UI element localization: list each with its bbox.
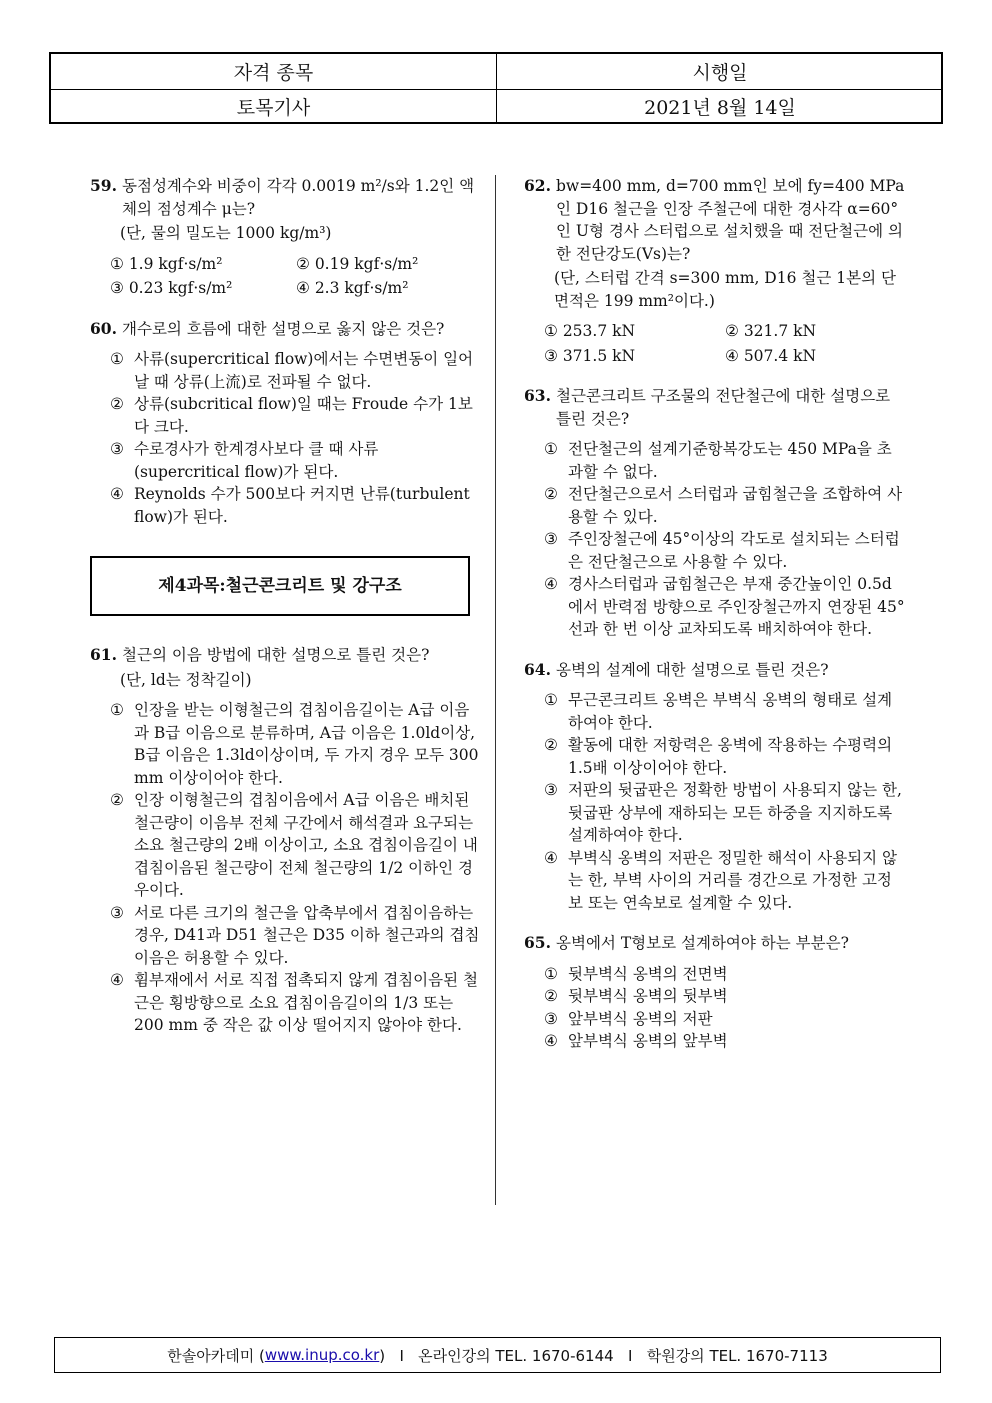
answer-options <box>524 438 906 641</box>
option-4[interactable]: ④ 휨부재에서 서로 직접 접촉되지 않게 겹침이음된 철근은 횡방향으로 소요 겹침이음길이의 1/3 또는 200 mm 중 작은 값 이상 떨어지지 않아야 한다. <box>110 971 478 1034</box>
question-note: (단, ld는 정착길이) <box>120 670 252 689</box>
footer-contact-info: ) I 온라인강의 TEL. 1670-6144 I 학원강의 TEL. 1670-7113 <box>379 1346 828 1365</box>
option-3[interactable]: ③ 371.5 kN <box>544 346 636 365</box>
option-1[interactable]: ① 사류(supercritical flow)에서는 수면변동이 일어날 때 상류(上流)로 전파될 수 없다. <box>110 350 474 391</box>
question-number: 59. <box>90 176 117 195</box>
right-column <box>524 175 906 1071</box>
option-2[interactable]: ② 321.7 kN <box>725 322 817 340</box>
option-3[interactable]: ③ 수로경사가 한계경사보다 클 때 사류(supercritical flow)가 된다. <box>110 440 379 481</box>
answer-options <box>90 253 482 300</box>
option-1[interactable]: ① 무근콘크리트 옹벽은 부벽식 옹벽의 형태로 설계하여야 한다. <box>544 691 893 732</box>
option-2[interactable]: ② 전단철근으로서 스터럽과 굽힘철근을 조합하여 사용할 수 있다. <box>544 485 903 526</box>
header-value-date: 2021년 8월 14일 <box>644 97 796 119</box>
left-column <box>90 175 482 1055</box>
question-text: 개수로의 흐름에 대한 설명으로 옳지 않은 것은? <box>122 319 445 338</box>
option-3[interactable]: ③ 앞부벽식 옹벽의 저판 <box>544 1009 713 1028</box>
option-2[interactable]: ② 상류(subcritical flow)일 때는 Froude 수가 1보다 크다. <box>110 395 473 436</box>
option-1[interactable]: ① 인장을 받는 이형철근의 겹침이음길이는 A급 이음과 B급 이음으로 분류하며, A급 이음은 1.0ld이상, B급 이음은 1.3ld이상이며, 두 가지 경우 모두 300 mm 이상이어야 한다. <box>110 701 479 787</box>
option-4[interactable]: ④ 경사스터럽과 굽힘철근은 부재 중간높이인 0.5d에서 반력점 방향으로 주인장철근까지 연장된 45°선과 한 번 이상 교차되도록 배치하여야 한다. <box>544 575 905 638</box>
option-4[interactable]: ④ 앞부벽식 옹벽의 앞부벽 <box>544 1032 728 1050</box>
option-1[interactable]: ① 1.9 kgf·s/m² <box>110 254 223 273</box>
option-1[interactable]: ① 253.7 kN <box>544 322 636 340</box>
question-61 <box>90 644 482 1037</box>
question-62 <box>524 175 906 367</box>
question-65 <box>524 932 906 1053</box>
question-number: 60. <box>90 318 117 338</box>
question-text: 철근콘크리트 구조물의 전단철근에 대한 설명으로 틀린 것은? <box>556 387 891 428</box>
option-3[interactable]: ③ 서로 다른 크기의 철근을 압축부에서 겹침이음하는 경우, D41과 D51 철근은 D35 이하 철근과의 겹침이음은 허용할 수 있다. <box>110 903 480 967</box>
question-number: 65. <box>524 933 551 952</box>
answer-options <box>524 320 906 367</box>
option-4[interactable]: ④ 2.3 kgf·s/m² <box>296 279 409 297</box>
option-4[interactable]: ④ Reynolds 수가 500보다 커지면 난류(turbulent flow)가 된다. <box>110 485 470 526</box>
answer-options <box>90 348 482 528</box>
question-63 <box>524 385 906 641</box>
option-4[interactable]: ④ 507.4 kN <box>725 346 817 365</box>
column-divider <box>495 175 496 1205</box>
answer-options <box>524 963 906 1053</box>
question-60 <box>90 318 482 529</box>
option-3[interactable]: ③ 0.23 kgf·s/m² <box>110 279 233 297</box>
header-title-subject: 자격 종목 <box>51 54 497 89</box>
question-number: 61. <box>90 645 117 664</box>
header-row-values <box>51 89 941 124</box>
option-3[interactable]: ③ 주인장철근에 45°이상의 각도로 설치되는 스터럽은 전단철근으로 사용할 수 있다. <box>544 530 900 571</box>
question-note: (단, 스터럽 간격 s=300 mm, D16 철근 1본의 단면적은 199 mm²이다.) <box>554 269 896 310</box>
question-text: bw=400 mm, d=700 mm인 보에 fy=400 MPa인 D16 철근을 인장 주철근에 대한 경사각 α=60°인 U형 경사 스터럽으로 설치했을 때 전단철근에 의한 전단강도(Vs)는? <box>556 177 905 263</box>
option-2[interactable]: ② 뒷부벽식 옹벽의 뒷부벽 <box>544 987 728 1005</box>
question-text: 옹벽에서 T형보로 설계하여야 하는 부분은? <box>556 934 849 952</box>
footer-bar <box>54 1337 941 1373</box>
option-1[interactable]: ① 뒷부벽식 옹벽의 전면벽 <box>544 964 728 983</box>
option-2[interactable]: ② 0.19 kgf·s/m² <box>296 254 419 273</box>
question-text: 동점성계수와 비중이 각각 0.0019 m²/s와 1.2인 액체의 점성계수 μ는? <box>122 177 475 218</box>
question-number: 63. <box>524 386 551 405</box>
question-number: 62. <box>524 176 551 195</box>
footer-prefix: 한솔아카데미 ( <box>167 1346 265 1365</box>
header-title-date: 시행일 <box>692 62 748 84</box>
section-title-box: 제4과목:철근콘크리트 및 강구조 <box>90 556 470 616</box>
option-3[interactable]: ③ 저판의 뒷굽판은 정확한 방법이 사용되지 않는 한, 뒷굽판 상부에 재하되는 모든 하중을 지지하도록 설계하여야 한다. <box>544 781 902 844</box>
question-64 <box>524 659 906 915</box>
question-text: 옹벽의 설계에 대한 설명으로 틀린 것은? <box>556 660 829 679</box>
question-note: (단, 물의 밀도는 1000 kg/m³) <box>120 224 332 242</box>
footer-website-link[interactable]: www.inup.co.kr <box>264 1346 380 1364</box>
header-row-titles <box>51 54 941 90</box>
question-text: 철근의 이음 방법에 대한 설명으로 틀린 것은? <box>122 646 430 664</box>
option-2[interactable]: ② 인장 이형철근의 겹침이음에서 A급 이음은 배치된 철근량이 이음부 전체 구간에서 해석결과 요구되는 소요 철근량의 2배 이상이고, 소요 겹침이음길이 내 겹침이음된 철근량이 전체 철근량의 1/2 이하인 경우이다. <box>110 791 478 899</box>
header-value-subject: 토목기사 <box>51 89 497 124</box>
answer-options <box>90 699 482 1037</box>
option-1[interactable]: ① 전단철근의 설계기준항복강도는 450 MPa을 초과할 수 없다. <box>544 440 892 481</box>
question-59 <box>90 175 482 300</box>
exam-header-table <box>49 52 943 124</box>
option-2[interactable]: ② 활동에 대한 저항력은 옹벽에 작용하는 수평력의 1.5배 이상이어야 한다. <box>544 736 893 777</box>
question-number: 64. <box>524 659 551 679</box>
answer-options <box>524 689 906 914</box>
option-4[interactable]: ④ 부벽식 옹벽의 저판은 정밀한 해석이 사용되지 않는 한, 부벽 사이의 거리를 경간으로 가정한 고정보 또는 연속보로 설계할 수 있다. <box>544 848 898 912</box>
